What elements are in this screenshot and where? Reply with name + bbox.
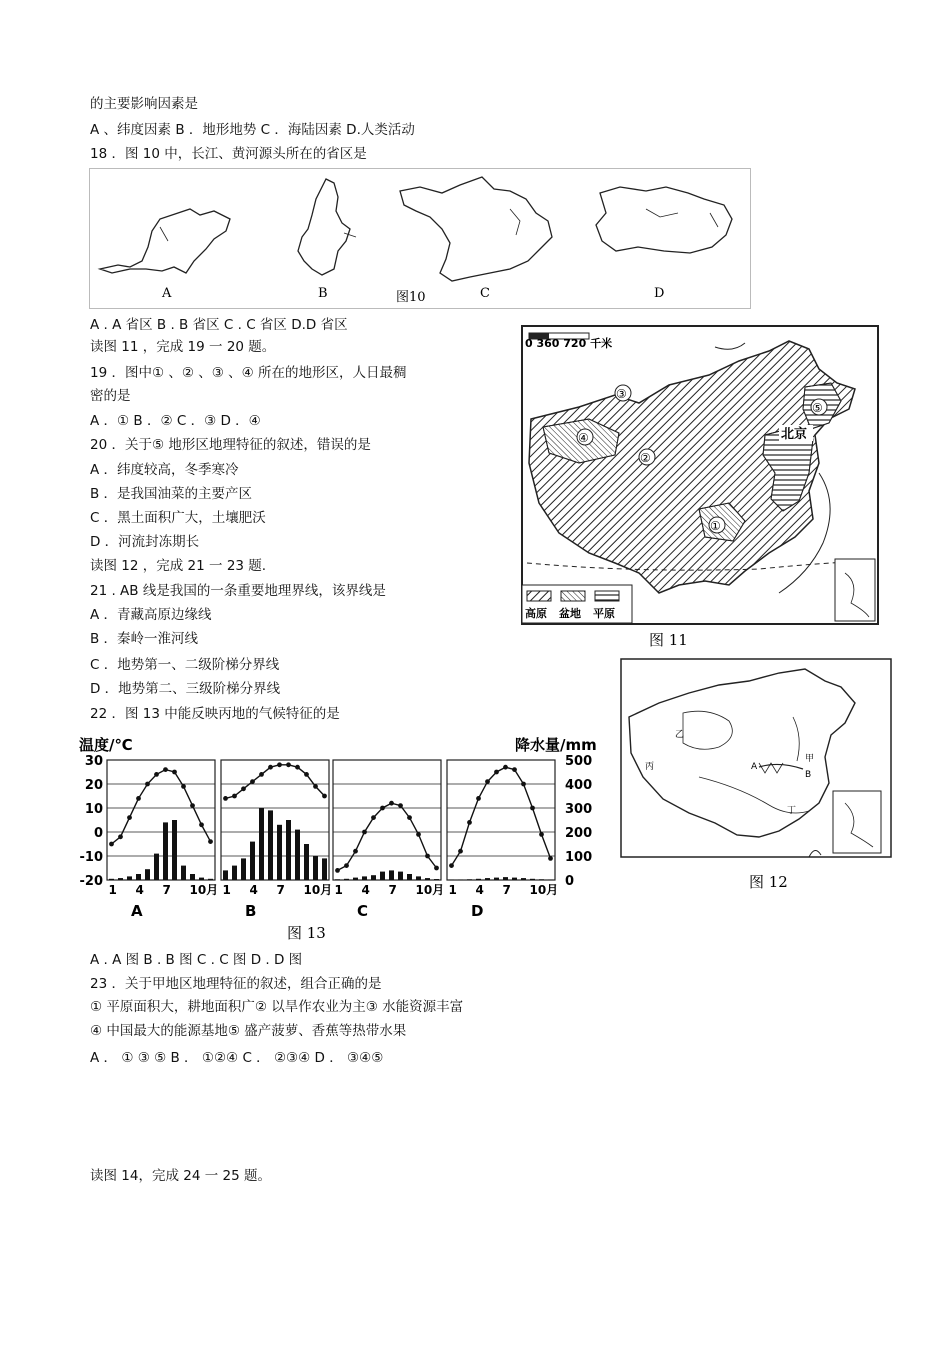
question-20-option-d: D ．河流封冻期长 bbox=[90, 534, 200, 550]
temp-point bbox=[181, 784, 186, 789]
precip-bar bbox=[304, 844, 309, 880]
temp-point bbox=[268, 765, 273, 770]
temp-point bbox=[127, 815, 132, 820]
precip-bar bbox=[503, 877, 508, 880]
precip-bar bbox=[181, 866, 186, 880]
temp-point bbox=[118, 834, 123, 839]
temp-point bbox=[259, 772, 264, 777]
precip-bar bbox=[521, 878, 526, 880]
climate-panel-d bbox=[447, 760, 558, 920]
temp-point bbox=[154, 772, 159, 777]
figure-12 bbox=[619, 657, 893, 893]
fig12-caption: 图 12 bbox=[749, 873, 788, 891]
temp-point bbox=[145, 782, 150, 787]
panel-frame bbox=[447, 760, 555, 880]
precip-bar bbox=[344, 879, 349, 880]
fig11-marker-3: ③ bbox=[616, 387, 627, 401]
question-23-statements-1: ① 平原面积大，耕地面积广② 以旱作农业为主③ 水能资源丰富 bbox=[90, 999, 464, 1015]
temp-point bbox=[521, 782, 526, 787]
temp-point bbox=[476, 796, 481, 801]
fig12-label-yi: 乙 bbox=[675, 730, 685, 740]
question-22: 22 ．图 13 中能反映丙地的气候特征的是 bbox=[90, 706, 340, 722]
fig12-label-ding: 丁 bbox=[787, 806, 797, 816]
precip-bar bbox=[371, 875, 376, 880]
question-23: 23 ．关于甲地区地理特征的叙述，组合正确的是 bbox=[90, 976, 382, 992]
fig10-label-c: C bbox=[480, 286, 490, 301]
question-19-options: A ．① B ．② C ．③ D ．④ bbox=[90, 413, 261, 429]
temp-point bbox=[407, 815, 412, 820]
precip-bar bbox=[494, 878, 499, 880]
precip-bar bbox=[163, 822, 168, 880]
temp-point bbox=[485, 779, 490, 784]
question-18: 18 ．图 10 中，长江、黄河源头所在的省区是 bbox=[90, 146, 367, 162]
fig11-marker-2: ② bbox=[640, 451, 651, 465]
fig10-label-d: D bbox=[654, 286, 665, 301]
month-tick-label: 4 bbox=[475, 883, 484, 897]
precip-bar bbox=[467, 879, 472, 880]
question-21-option-c: C ．地势第一、二级阶梯分界线 bbox=[90, 657, 280, 673]
question-20-option-c: C ．黑土面积广大，土壤肥沃 bbox=[90, 510, 266, 526]
month-tick-label: 4 bbox=[135, 883, 144, 897]
temp-tick-label: -10 bbox=[79, 850, 103, 865]
temp-point bbox=[344, 863, 349, 868]
temp-point bbox=[304, 772, 309, 777]
province-b-outline bbox=[298, 179, 350, 275]
precip-bar bbox=[380, 872, 385, 880]
fig10-label-b: B bbox=[318, 286, 328, 301]
temp-point bbox=[539, 832, 544, 837]
temp-point bbox=[277, 762, 282, 767]
precip-bar bbox=[259, 808, 264, 880]
precip-bar bbox=[268, 810, 273, 880]
precip-bar bbox=[425, 878, 430, 880]
question-23-statements-2: ④ 中国最大的能源基地⑤ 盛产菠萝、香蕉等热带水果 bbox=[90, 1023, 407, 1039]
question-17-options: A 、纬度因素 B ．地形地势 C ．海陆因素 D.人类活动 bbox=[90, 122, 415, 138]
precip-bar bbox=[512, 878, 517, 880]
figure-13 bbox=[75, 730, 603, 944]
fig11-scale: 0 360 720 千米 bbox=[525, 337, 613, 350]
text-line: 的主要影响因素是 bbox=[90, 96, 198, 112]
precip-bar bbox=[353, 878, 358, 880]
month-tick-label: 1 bbox=[448, 883, 457, 897]
province-a-outline bbox=[100, 209, 230, 273]
panel-label: A bbox=[131, 902, 143, 920]
precip-bar bbox=[199, 878, 204, 880]
precip-bar bbox=[485, 878, 490, 880]
fig10-caption: 图10 bbox=[396, 290, 426, 305]
precip-tick-label: 0 bbox=[565, 874, 575, 889]
fig12-label-jia: 甲 bbox=[805, 754, 815, 764]
precip-bar bbox=[223, 870, 228, 880]
month-tick-label: 4 bbox=[361, 883, 370, 897]
precip-bar bbox=[362, 876, 367, 880]
temp-point bbox=[503, 765, 508, 770]
climate-charts bbox=[75, 730, 603, 944]
temp-point bbox=[335, 868, 340, 873]
temp-point bbox=[380, 806, 385, 811]
precip-tick-label: 400 bbox=[565, 778, 593, 793]
temp-point bbox=[136, 796, 141, 801]
question-22-options: A . A 图 B . B 图 C . C 图 D . D 图 bbox=[90, 952, 303, 968]
month-tick-label: 1 bbox=[334, 883, 343, 897]
temp-tick-label: 0 bbox=[93, 826, 103, 841]
temp-point bbox=[109, 842, 114, 847]
question-21-option-b: B ．秦岭一淮河线 bbox=[90, 631, 199, 647]
question-20-option-b: B ．是我国油菜的主要产区 bbox=[90, 486, 253, 502]
precip-bar bbox=[389, 870, 394, 880]
fig11-city-beijing: 北京 bbox=[781, 427, 808, 442]
temp-point bbox=[172, 770, 177, 775]
panel-frame bbox=[221, 760, 329, 880]
fig11-legend-basin: 盆地 bbox=[559, 607, 581, 620]
fig13-ylabel-left: 温度/℃ bbox=[79, 736, 133, 754]
province-c-outline bbox=[400, 177, 552, 281]
precip-bar bbox=[127, 876, 132, 880]
precip-bar bbox=[109, 879, 114, 880]
precip-bar bbox=[136, 874, 141, 880]
temp-point bbox=[398, 803, 403, 808]
precip-bar bbox=[295, 830, 300, 880]
fig11-marker-4: ④ bbox=[578, 431, 589, 445]
month-tick-label: 10月 bbox=[303, 883, 333, 897]
question-21: 21 . AB 线是我国的一条重要地理界线，该界线是 bbox=[90, 583, 386, 599]
question-20: 20 ．关于⑤ 地形区地理特征的叙述，错误的是 bbox=[90, 437, 371, 453]
month-tick-label: 7 bbox=[162, 883, 171, 897]
climate-panel-b bbox=[221, 760, 332, 920]
precip-bar bbox=[286, 820, 291, 880]
temp-point bbox=[434, 866, 439, 871]
precip-bar bbox=[190, 874, 195, 880]
temp-point bbox=[530, 806, 535, 811]
precip-bar bbox=[539, 879, 544, 880]
month-tick-label: 1 bbox=[222, 883, 231, 897]
temp-point bbox=[425, 854, 430, 859]
month-tick-label: 7 bbox=[388, 883, 397, 897]
temp-point bbox=[494, 770, 499, 775]
fig13-ylabel-right: 降水量/mm bbox=[515, 736, 597, 754]
text-line: 密的是 bbox=[90, 388, 131, 404]
climate-panel-c bbox=[333, 760, 444, 920]
temp-tick-label: 30 bbox=[84, 754, 103, 769]
temp-point bbox=[389, 801, 394, 806]
temp-point bbox=[322, 794, 327, 799]
precip-bar bbox=[313, 856, 318, 880]
panel-label: D bbox=[471, 902, 484, 920]
temp-point bbox=[295, 765, 300, 770]
month-tick-label: 10月 bbox=[415, 883, 445, 897]
temp-tick-label: 20 bbox=[84, 778, 103, 793]
temp-point bbox=[241, 786, 246, 791]
figure-10 bbox=[89, 168, 751, 309]
precip-bar bbox=[476, 879, 481, 880]
temp-point bbox=[512, 767, 517, 772]
climate-panel-a bbox=[107, 760, 218, 920]
temp-point bbox=[190, 803, 195, 808]
temp-tick-label: -20 bbox=[79, 874, 103, 889]
temp-point bbox=[208, 839, 213, 844]
precip-bar bbox=[208, 879, 213, 880]
fig12-label-bing: 丙 bbox=[645, 762, 655, 772]
precip-tick-label: 100 bbox=[565, 850, 593, 865]
temp-point bbox=[163, 767, 168, 772]
precip-bar bbox=[118, 878, 123, 880]
text-line: 读图 11 ，完成 19 一 20 题。 bbox=[90, 339, 276, 355]
precip-bar bbox=[398, 872, 403, 880]
temp-point bbox=[449, 863, 454, 868]
panel-label: C bbox=[357, 902, 369, 920]
precip-bar bbox=[172, 820, 177, 880]
precip-bar bbox=[322, 858, 327, 880]
precip-tick-label: 200 bbox=[565, 826, 593, 841]
temp-point bbox=[353, 849, 358, 854]
fig11-marker-5: ⑤ bbox=[812, 401, 823, 415]
text-line: 读图 14，完成 24 一 25 题。 bbox=[90, 1168, 271, 1184]
precip-bar bbox=[232, 866, 237, 880]
temp-point bbox=[232, 794, 237, 799]
fig11-marker-1: ① bbox=[710, 519, 721, 533]
fig11-caption: 图 11 bbox=[649, 631, 688, 649]
temp-point bbox=[548, 856, 553, 861]
precip-bar bbox=[407, 874, 412, 880]
precip-bar bbox=[416, 876, 421, 880]
question-18-options: A . A 省区 B . B 省区 C . C 省区 D.D 省区 bbox=[90, 317, 348, 333]
figure-11 bbox=[519, 323, 881, 651]
precip-tick-label: 300 bbox=[565, 802, 593, 817]
question-21-option-a: A ．青藏高原边缘线 bbox=[90, 607, 212, 623]
temp-point bbox=[416, 832, 421, 837]
fig11-legend-plateau: 高原 bbox=[525, 607, 547, 620]
precip-tick-label: 500 bbox=[565, 754, 593, 769]
precip-bar bbox=[241, 858, 246, 880]
panel-label: B bbox=[245, 902, 257, 920]
temp-point bbox=[371, 815, 376, 820]
text-line: 读图 12 ，完成 21 一 23 题. bbox=[90, 558, 267, 574]
month-tick-label: 7 bbox=[502, 883, 511, 897]
precip-bar bbox=[335, 879, 340, 880]
temp-point bbox=[362, 830, 367, 835]
fig13-caption: 图 13 bbox=[287, 924, 326, 942]
temp-point bbox=[313, 784, 318, 789]
precip-bar bbox=[434, 879, 439, 880]
question-23-options: A ． ① ③ ⑤ B ． ①②④ C ． ②③④ D ． ③④⑤ bbox=[90, 1050, 384, 1066]
temp-point bbox=[458, 849, 463, 854]
province-d-outline bbox=[596, 187, 732, 253]
temp-point bbox=[250, 779, 255, 784]
fig12-label-a: A bbox=[751, 762, 758, 772]
temp-point bbox=[286, 762, 291, 767]
question-21-option-d: D ．地势第二、三级阶梯分界线 bbox=[90, 681, 281, 697]
precip-bar bbox=[154, 854, 159, 880]
precip-bar bbox=[250, 842, 255, 880]
temp-point bbox=[467, 820, 472, 825]
question-19: 19 ．图中① 、② 、③ 、④ 所在的地形区，人日最稠 bbox=[90, 365, 407, 381]
fig12-label-b: B bbox=[805, 770, 812, 780]
precip-bar bbox=[277, 825, 282, 880]
fig10-label-a: A bbox=[162, 286, 172, 301]
fig11-legend-plain: 平原 bbox=[593, 607, 615, 620]
month-tick-label: 7 bbox=[276, 883, 285, 897]
temp-point bbox=[223, 796, 228, 801]
month-tick-label: 10月 bbox=[529, 883, 559, 897]
month-tick-label: 1 bbox=[108, 883, 117, 897]
precip-bar bbox=[145, 869, 150, 880]
month-tick-label: 4 bbox=[249, 883, 258, 897]
temp-tick-label: 10 bbox=[84, 802, 103, 817]
month-tick-label: 10月 bbox=[189, 883, 219, 897]
question-20-option-a: A ．纬度较高，冬季寒冷 bbox=[90, 462, 239, 478]
temp-point bbox=[199, 822, 204, 827]
precip-bar bbox=[530, 879, 535, 880]
